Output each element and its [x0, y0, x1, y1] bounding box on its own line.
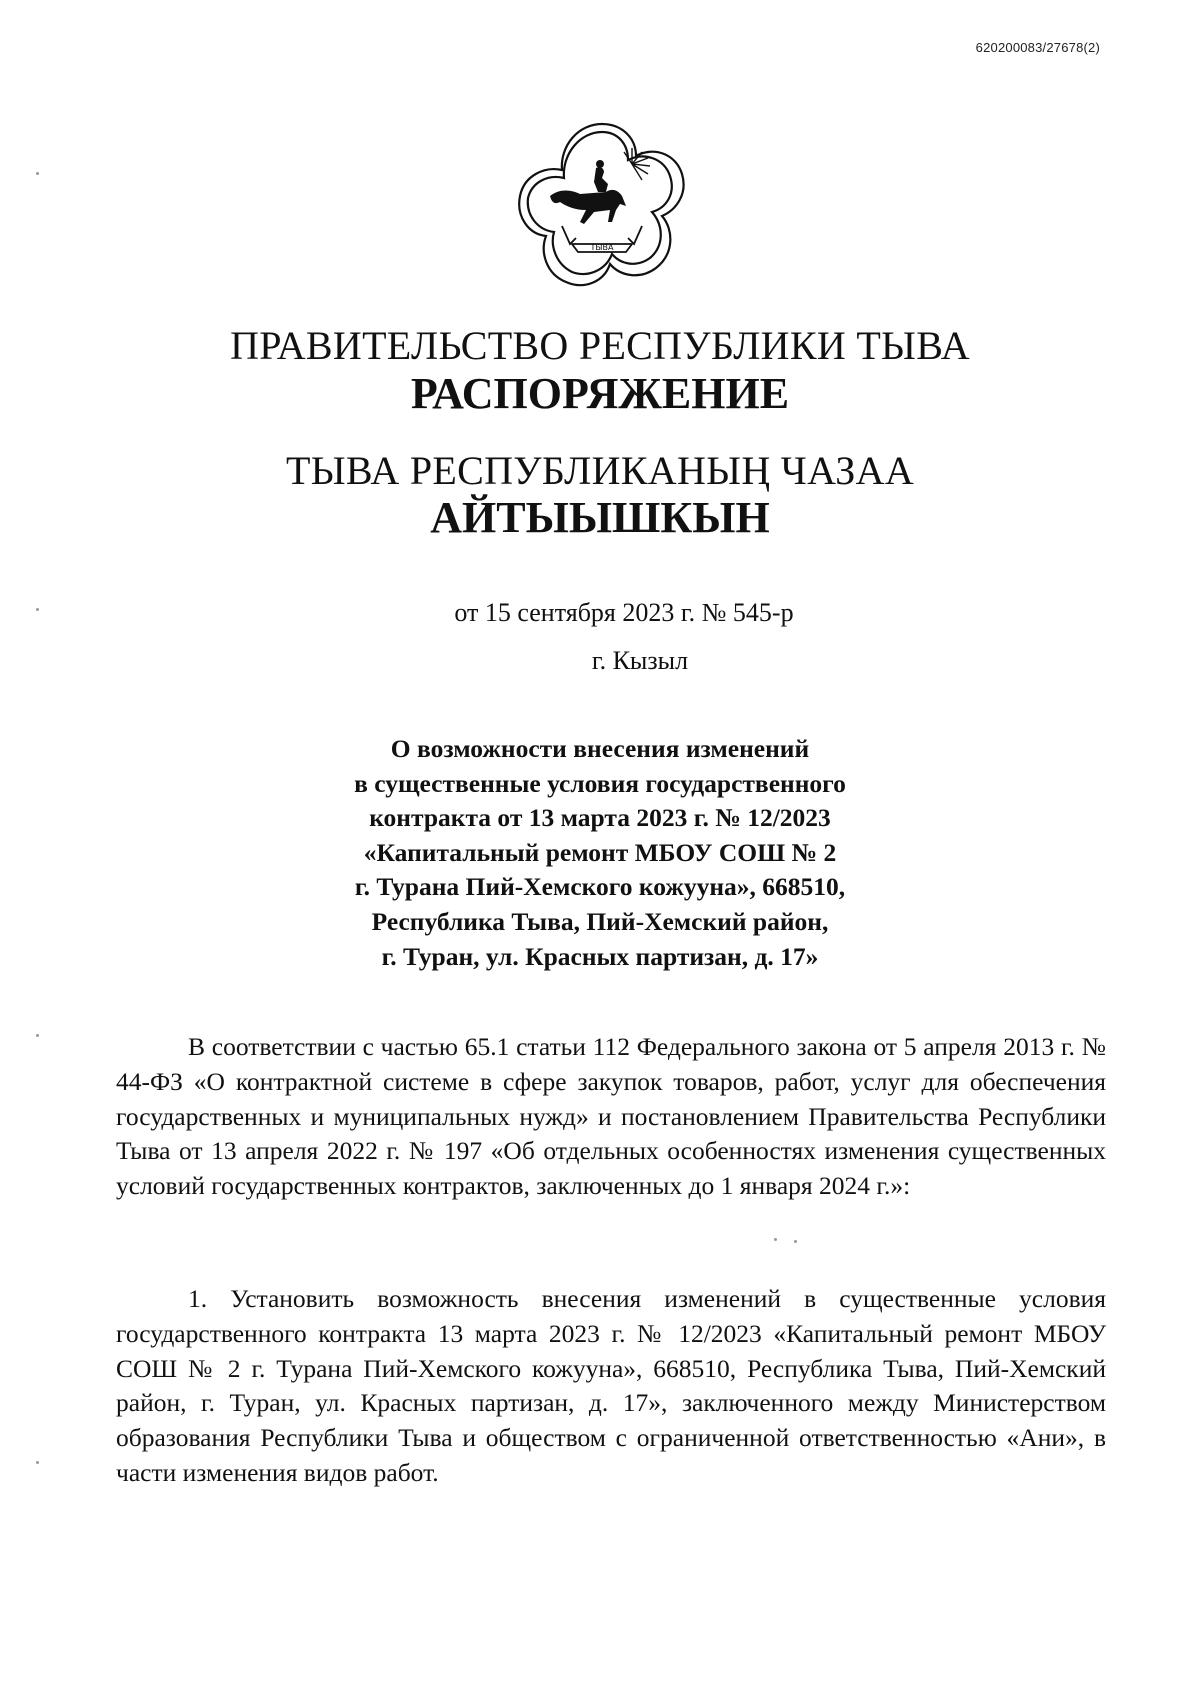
- scan-speck: [794, 1240, 797, 1243]
- government-name-tuvan: ТЫВА РЕСПУБЛИКАНЫҢ ЧАЗАА: [285, 448, 915, 493]
- emblem-label: ТЫВА: [590, 243, 614, 252]
- subject-line: О возможности внесения изменений: [390, 734, 810, 763]
- subject-line: «Капитальный ремонт МБОУ СОШ № 2: [363, 837, 837, 867]
- subject-line: в существенные условия государственного: [354, 768, 846, 798]
- document-date-number: от 15 сентября 2023 г. № 545-р: [454, 598, 794, 627]
- scan-speck: [36, 608, 39, 611]
- clause-1-paragraph: 1. Установить возможность внесения изменений в существенные условия государственного контракта 13 марта 2023 г. № 12/2023 «Капитальный ремонт МБОУ СОШ № 2 г. Турана Пий-Хемского кожууна», 668510, Республика Тыва, Пий-Хемский район, г. Туран, ул. Красных партизан, д. 17», заключенного между Министерством образования Республики Тыва и обществом с ограниченной ответственностью «Ани», в части изменения видов работ.: [116, 1284, 1106, 1487]
- document-subject-title: [0, 732, 1200, 974]
- government-name-russian: ПРАВИТЕЛЬСТВО РЕСПУБЛИКИ ТЫВА: [230, 323, 970, 368]
- subject-line: Республика Тыва, Пий-Хемский район,: [371, 906, 829, 936]
- scan-speck: [36, 1461, 39, 1464]
- scan-speck: [774, 1238, 777, 1241]
- scan-speck: [36, 1034, 39, 1037]
- document-city: г. Кызыл: [591, 646, 689, 675]
- document-kind-russian: РАСПОРЯЖЕНИЕ: [410, 369, 790, 418]
- subject-line: контракта от 13 марта 2023 г. № 12/2023: [369, 803, 831, 833]
- document-kind-tuvan: АЙТЫЫШКЫН: [430, 493, 770, 542]
- coat-of-arms-emblem: [514, 118, 690, 294]
- preamble-paragraph: В соответствии с частью 65.1 статьи 112 Федерального закона от 5 апреля 2013 г. № 44-ФЗ «О контрактной системе в сфере закупок товаров, работ, услуг для обеспечения государственных и муниципальных нужд» и постановлением Правительства Республики Тыва от 13 апреля 2022 г. № 197 «Об отдельных особенностях изменения существенных условий государственных контрактов, заключенных до 1 января 2024 г.»:: [116, 1032, 1106, 1201]
- scan-speck: [36, 172, 39, 175]
- subject-line: г. Туран, ул. Красных партизан, д. 17»: [381, 941, 819, 971]
- document-registration-number: 620200083/27678(2): [975, 40, 1100, 55]
- subject-line: г. Турана Пий-Хемского кожууна», 668510,: [354, 872, 846, 902]
